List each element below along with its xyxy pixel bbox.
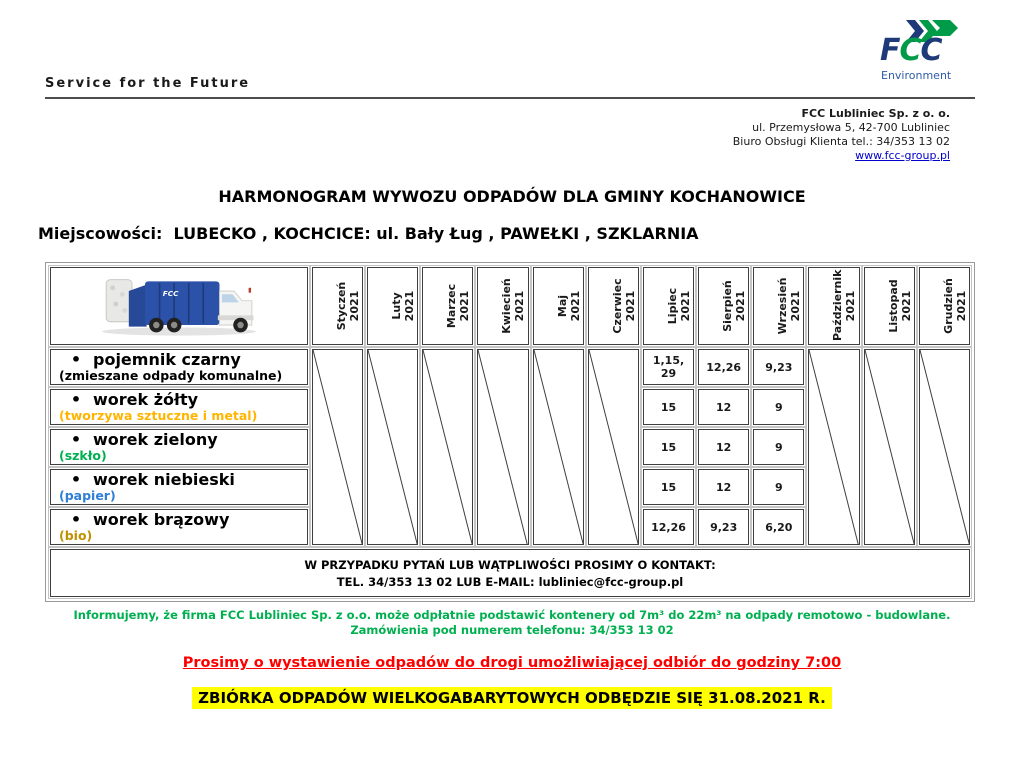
month-name: Lipiec	[665, 287, 679, 324]
diagonal-line-icon	[423, 350, 472, 544]
month-header-grudzien	[919, 267, 970, 345]
schedule-value: 6,20	[753, 509, 804, 545]
month-name: Sierpień	[721, 279, 735, 332]
month-name: Październik	[831, 269, 845, 341]
month-name: Maj	[555, 294, 569, 317]
month-year: 2021	[734, 290, 748, 321]
schedule-value: 15	[643, 389, 694, 425]
company-street: ul. Przemysłowa 5, 42-700 Lubliniec	[752, 121, 950, 134]
month-name: Kwiecień	[500, 277, 514, 334]
schedule-value: 12	[698, 389, 749, 425]
company-website-link[interactable]: www.fcc-group.pl	[855, 149, 950, 162]
logo-letter: C	[899, 33, 921, 68]
row-label-worek-niebieski	[50, 469, 308, 505]
company-office: Biuro Obsługi Klienta tel.: 34/353 13 02	[732, 135, 950, 148]
diagonal-line-icon	[920, 350, 969, 544]
bulky-waste-notice-wrap	[0, 688, 1024, 707]
localities-subtitle: Miejscowości: LUBECKO , KOCHCICE: ul. Bały Ług , PAWEŁKI , SZKLARNIA	[38, 224, 699, 243]
page-title: HARMONOGRAM WYWOZU ODPADÓW DLA GMINY KOCHANOWICE	[218, 187, 806, 206]
month-name: Styczeń	[335, 281, 348, 330]
schedule-value: 9,23	[753, 349, 804, 385]
logo-subtext: Environment	[881, 69, 952, 82]
month-year: 2021	[954, 290, 968, 321]
month-header-sierpien	[698, 267, 749, 345]
container-rental-line2: Zamówienia pod numerem telefonu: 34/353 13 02	[350, 623, 674, 637]
container-rental-note	[0, 608, 1024, 638]
logo-letter: F	[880, 33, 900, 68]
waste-type-label: • worek zielony	[59, 431, 303, 449]
garbage-truck-image	[79, 270, 279, 338]
month-header-pazdziernik	[808, 267, 859, 345]
svg-text:FCC: FCC	[162, 288, 179, 298]
container-rental-line1: Informujemy, że firma FCC Lubliniec Sp. z o.o. może odpłatnie podstawić kontenery od 7m³ do 22m³ na odpady remotowo - budowlane.	[73, 608, 951, 622]
month-name: Grudzień	[941, 277, 955, 334]
waste-type-label: • pojemnik czarny	[59, 351, 303, 369]
month-name: Marzec	[445, 283, 459, 328]
month-name: Listopad	[886, 278, 900, 333]
schedule-value: 12	[698, 429, 749, 465]
no-service-cell-maj	[533, 349, 584, 545]
waste-type-label: • worek żółty	[59, 391, 303, 409]
schedule-value: 12,26	[698, 349, 749, 385]
company-address-block	[733, 107, 950, 163]
diagonal-line-icon	[865, 350, 914, 544]
schedule-value: 9,23	[698, 509, 749, 545]
no-service-cell-grudzien	[919, 349, 970, 545]
table-row	[50, 349, 970, 385]
diagonal-line-icon	[313, 350, 362, 544]
diagonal-line-icon	[589, 350, 638, 544]
no-service-cell-czerwiec	[588, 349, 639, 545]
waste-type-sublabel: (zmieszane odpady komunalne)	[59, 368, 283, 383]
truck-image-cell	[50, 267, 308, 345]
month-header-wrzesien	[753, 267, 804, 345]
waste-type-sublabel: (bio)	[59, 528, 93, 543]
table-header-row	[50, 267, 970, 345]
month-year: 2021	[789, 290, 803, 321]
schedule-value: 12,26	[643, 509, 694, 545]
contact-line: W PRZYPADKU PYTAŃ LUB WĄTPLIWOŚCI PROSIMY O KONTAKT:	[304, 557, 716, 572]
no-service-cell-listopad	[864, 349, 915, 545]
diagonal-line-icon	[534, 350, 583, 544]
month-header-kwiecien	[477, 267, 528, 345]
month-year: 2021	[403, 290, 417, 321]
row-label-worek-zielony	[50, 429, 308, 465]
month-header-styczen	[312, 267, 363, 345]
tagline: Service for the Future	[45, 76, 251, 91]
month-year: 2021	[899, 290, 913, 321]
bulky-waste-notice: ZBIÓRKA ODPADÓW WIELKOGABARYTOWYCH ODBĘDZIE SIĘ 31.08.2021 R.	[192, 687, 832, 709]
diagonal-line-icon	[809, 350, 858, 544]
pickup-time-notice: Prosimy o wystawienie odpadów do drogi umożliwiającej odbiór do godziny 7:00	[182, 655, 842, 671]
month-header-luty	[367, 267, 418, 345]
logo-text	[880, 33, 942, 68]
row-label-worek-zolty	[50, 389, 308, 425]
schedule-value: 9	[753, 389, 804, 425]
waste-type-sublabel: (tworzywa sztuczne i metal)	[59, 408, 258, 423]
schedule-value: 9	[753, 429, 804, 465]
month-name: Czerwiec	[610, 277, 624, 334]
month-header-listopad	[864, 267, 915, 345]
no-service-cell-marzec	[422, 349, 473, 545]
month-year: 2021	[458, 290, 472, 321]
diagonal-line-icon	[368, 350, 417, 544]
diagonal-line-icon	[478, 350, 527, 544]
schedule-value: 12	[698, 469, 749, 505]
company-name: FCC Lubliniec Sp. z o. o.	[801, 107, 950, 120]
waste-type-label: • worek brązowy	[59, 511, 303, 529]
waste-type-sublabel: (szkło)	[59, 448, 107, 463]
month-year: 2021	[678, 290, 692, 321]
waste-type-sublabel: (papier)	[59, 488, 116, 503]
no-service-cell-luty	[367, 349, 418, 545]
month-year: 2021	[844, 290, 858, 321]
month-header-marzec	[422, 267, 473, 345]
waste-type-label: • worek niebieski	[59, 471, 303, 489]
month-header-czerwiec	[588, 267, 639, 345]
contact-line-phone-email: TEL. 34/353 13 02 LUB E-MAIL: lubliniec@fcc-group.pl	[336, 574, 684, 589]
schedule-value: 1,15, 29	[643, 349, 694, 385]
month-year: 2021	[348, 290, 361, 321]
month-header-lipiec	[643, 267, 694, 345]
month-year: 2021	[513, 290, 527, 321]
month-name: Wrzesień	[776, 277, 790, 334]
no-service-cell-kwiecien	[477, 349, 528, 545]
month-name: Luty	[390, 291, 404, 320]
schedule-value: 15	[643, 469, 694, 505]
fcc-logo	[880, 20, 958, 92]
row-label-pojemnik-czarny	[50, 349, 308, 385]
month-year: 2021	[623, 290, 637, 321]
header-divider	[45, 97, 975, 99]
schedule-table	[45, 262, 975, 602]
month-year: 2021	[568, 290, 582, 321]
schedule-value: 9	[753, 469, 804, 505]
row-label-worek-brazowy	[50, 509, 308, 545]
no-service-cell-pazdziernik	[808, 349, 859, 545]
schedule-value: 15	[643, 429, 694, 465]
month-header-maj	[533, 267, 584, 345]
logo-letter: C	[920, 33, 942, 68]
table-footer-row	[50, 549, 970, 597]
no-service-cell-styczen	[312, 349, 363, 545]
contact-info-cell	[50, 549, 970, 597]
